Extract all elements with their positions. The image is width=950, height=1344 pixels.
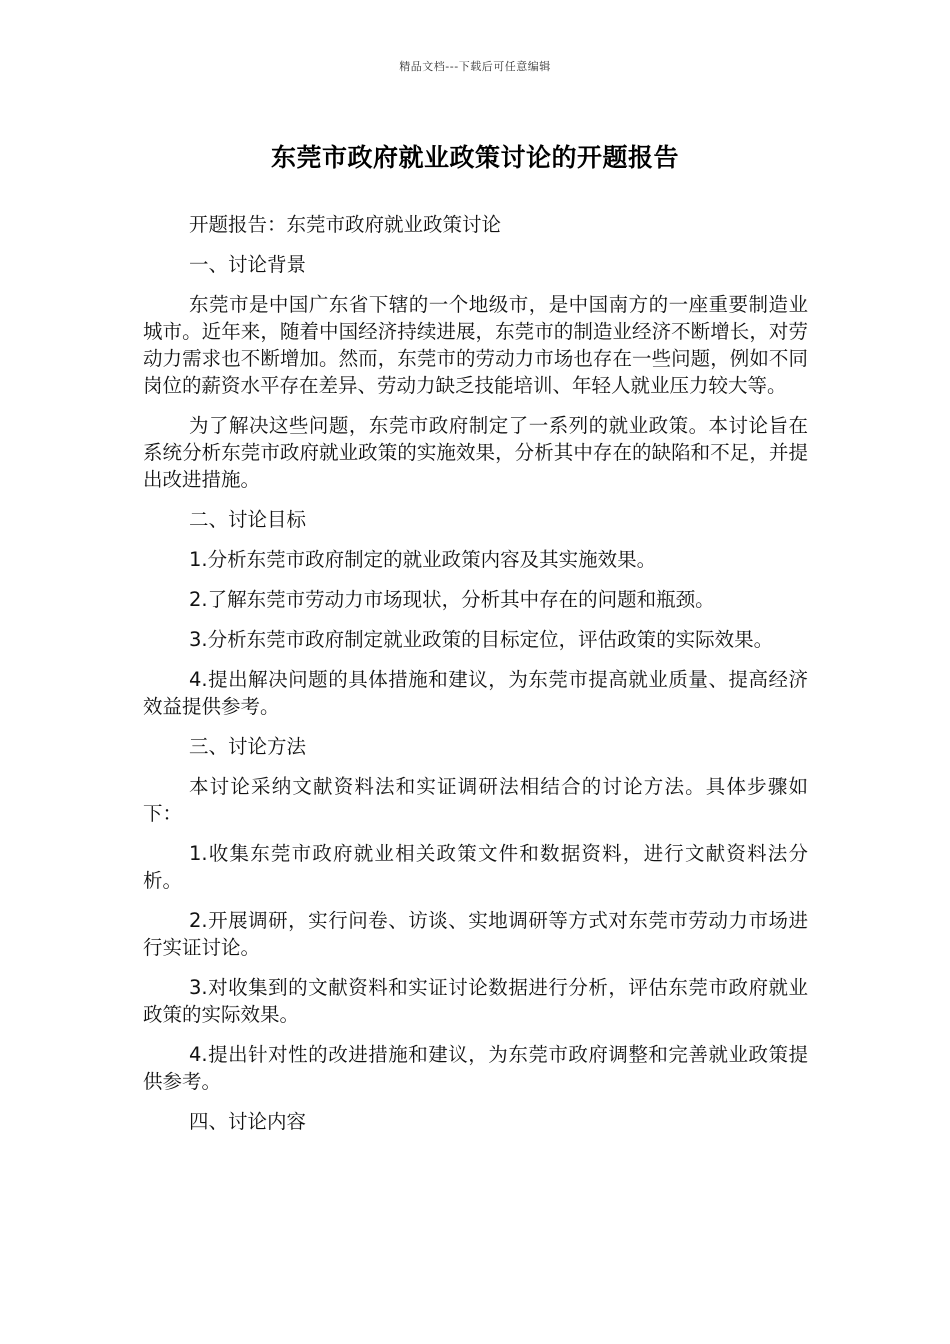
background-paragraph-2: 为了解决这些问题，东莞市政府制定了一系列的就业政策。本讨论旨在系统分析东莞市政府就业政策的实施效果，分析其中存在的缺陷和不足，并提出改进措施。 <box>143 414 808 491</box>
goal-item-2: 2.了解东莞市劳动力市场现状，分析其中存在的问题和瓶颈。 <box>189 588 715 611</box>
document-body <box>143 211 808 1148</box>
method-step-2: 2.开展调研，实行问卷、访谈、实地调研等方式对东莞市劳动力市场进行实证讨论。 <box>143 909 808 959</box>
goal-item-3: 3.分析东莞市政府制定就业政策的目标定位，评估政策的实际效果。 <box>189 628 774 651</box>
method-step-1: 1.收集东莞市政府就业相关政策文件和数据资料，进行文献资料法分析。 <box>143 842 808 892</box>
section-heading-background: 一、讨论背景 <box>189 253 307 276</box>
report-subtitle: 开题报告：东莞市政府就业政策讨论 <box>189 213 502 236</box>
document-title: 东莞市政府就业政策讨论的开题报告 <box>270 143 679 172</box>
background-paragraph-1: 东莞市是中国广东省下辖的一个地级市，是中国南方的一座重要制造业城市。近年来，随着中国经济持续进展，东莞市的制造业经济不断增长，对劳动力需求也不断增加。然而，东莞市的劳动力市场也存在一些问题，例如不同岗位的薪资水平存在差异、劳动力缺乏技能培训、年轻人就业压力较大等。 <box>143 293 808 397</box>
methods-intro: 本讨论采纳文献资料法和实证调研法相结合的讨论方法。具体步骤如下： <box>143 775 808 825</box>
method-step-4: 4.提出针对性的改进措施和建议，为东莞市政府调整和完善就业政策提供参考。 <box>143 1043 808 1093</box>
goal-item-4: 4.提出解决问题的具体措施和建议，为东莞市提高就业质量、提高经济效益提供参考。 <box>143 668 808 718</box>
goal-item-1: 1.分析东莞市政府制定的就业政策内容及其实施效果。 <box>189 548 657 571</box>
page-header: 精品文档---下载后可任意编辑 <box>399 60 551 73</box>
section-heading-methods: 三、讨论方法 <box>189 735 307 758</box>
section-heading-content: 四、讨论内容 <box>189 1110 307 1133</box>
section-heading-goals: 二、讨论目标 <box>189 508 307 531</box>
method-step-3: 3.对收集到的文献资料和实证讨论数据进行分析，评估东莞市政府就业政策的实际效果。 <box>143 976 808 1026</box>
